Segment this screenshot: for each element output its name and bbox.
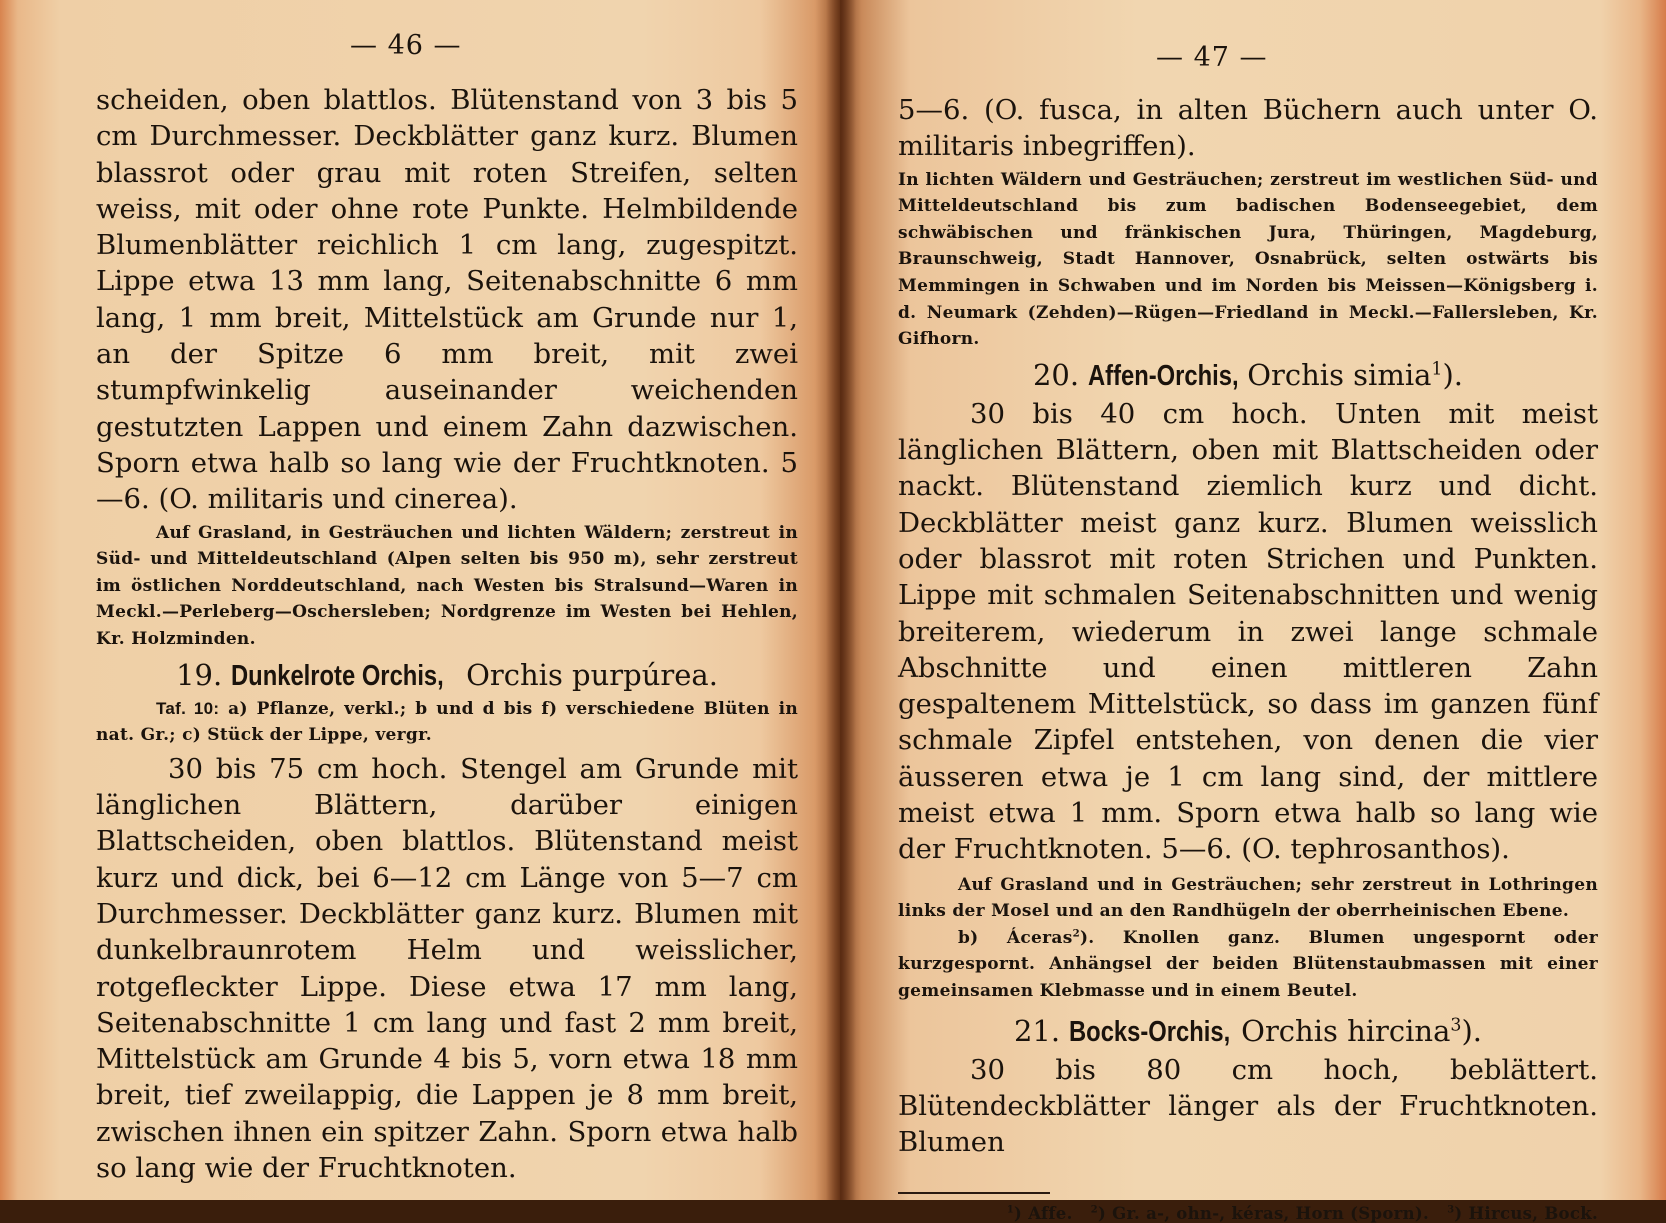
plate-text: a) Pflanze, verkl.; b und d bis f) verschiedene Blüten in nat. Gr.; c) Stück der Lippe, vergr.: [96, 698, 799, 746]
right-page: [840, 0, 1666, 1223]
footnote-text: ) Hircus, Bock.: [1454, 1204, 1598, 1223]
footnote-text: ) Gr. a-, ohn-, kéras, Horn (Sporn).: [1097, 1204, 1430, 1223]
species-common-name: Dunkelrote Orchis,: [231, 659, 445, 692]
habitat-note: In lichten Wäldern und Gesträuchen; zerstreut im westlichen Süd- und Mitteldeutschland bis zum badischen Bodenseegebiet, dem schwäbischen und fränkischen Jura, Thüringen, Magdeburg, Braunschweig, Stadt Hannover, Osnabrück, selten ostwärts bis Memmingen in Schwaben und im Norden bis Meissen—Königsberg i. d. Neumark (Zehden)—Rügen—Friedland in Meckl.—Fallersleben, Kr. Gifhorn.: [898, 169, 1598, 350]
paragraph: 30 bis 75 cm hoch. Stengel am Grunde mit länglichen Blättern, darüber einigen Blattscheiden, oben blattlos. Blütenstand meist kurz und dick, bei 6—12 cm Länge von 5—7 cm Durchmesser. Deckblätter ganz kurz. Blumen mit dunkelbraunrotem Helm und weisslicher, rotgefleckter Lippe. Diese etwa 17 mm lang, Seitenabschnitte 1 cm lang und fast 2 mm breit, Mittelstück am Grunde 4 bis 5, vorn etwa 18 mm breit, tief zweilappig, die Lappen je 8 mm breit, zwischen ihnen ein spitzer Zahn. Sporn etwa halb so lang wie der Fruchtknoten.: [96, 752, 798, 1184]
book-gutter: [826, 0, 856, 1200]
paragraph: scheiden, oben blattlos. Blütenstand von 3 bis 5 cm Durchmesser. Deckblätter ganz kurz. Blumen blassrot oder grau mit roten Streifen, selten weiss, mit oder ohne rote Punkte. Helmbildende Blumenblätter reichlich 1 cm lang, zugespitzt. Lippe etwa 13 mm lang, Seitenabschnitte 6 mm lang, 1 mm breit, Mittelstück am Grunde nur 1, an der Spitze 6 mm breit, mit zwei stumpfwinkelig auseinander weichenden gestutzten Lappen und einem Zahn dazwischen. Sporn etwa halb so lang wie der Fruchtknoten. 5—6. (O. militaris und cinerea).: [96, 84, 798, 516]
species-latin-name: Orchis purpúrea.: [466, 657, 718, 692]
paragraph: 30 bis 40 cm hoch. Unten mit meist länglichen Blättern, oben mit Blattscheiden oder nackt. Blütenstand ziemlich kurz und dicht. Deckblätter meist ganz kurz. Blumen weisslich oder blassrot mit roten Strichen und Punkten. Lippe mit schmalen Seitenabschnitten und wenig breiterem, wiederum in zwei lange schmale Abschnitte und einen mittleren Zahn gespaltenem Mittelstück, so dass im ganzen fünf schmale Zipfel entstehen, von denen die vier äusseren etwa je 1 cm lang sind, der mittlere meist etwa 1 mm. Sporn etwa halb so lang wie der Fruchtknoten. 5—6. (O. tephrosanthos).: [898, 397, 1598, 866]
heading-end: ).: [1461, 1013, 1483, 1048]
right-page-body: [898, 92, 1598, 1223]
footnote-marker: 2: [1090, 1204, 1098, 1216]
species-common-name: Affen-Orchis,: [1088, 359, 1239, 392]
page-number: — 47 —: [1156, 42, 1268, 73]
species-latin-name: Orchis simia: [1247, 357, 1432, 392]
footnotes: [898, 1204, 1598, 1223]
footnote-text: ) Affe.: [1014, 1204, 1073, 1223]
footnote-rule: [898, 1192, 1050, 1194]
paragraph: 30 bis 80 cm hoch, beblättert. Blütendeckblätter länger als der Fruchtknoten. Blumen: [898, 1053, 1598, 1159]
section-b: [898, 925, 1598, 1005]
species-heading-19: [96, 655, 798, 696]
footnote-marker: 2: [1072, 927, 1080, 940]
left-page-body: [96, 82, 798, 1186]
species-heading-21: [898, 1011, 1598, 1052]
footnote-marker: 3: [1447, 1204, 1455, 1216]
page-number: — 46 —: [350, 30, 462, 61]
plate-reference: [96, 696, 798, 749]
footnote-marker: 1: [1006, 1204, 1015, 1216]
species-number: 21.: [1013, 1013, 1061, 1048]
habitat-note: Auf Grasland, in Gesträuchen und lichten Wäldern; zerstreut in Süd- und Mitteldeutschland (Alpen selten bis 950 m), sehr zerstreut im östlichen Norddeutschland, nach Westen bis Stralsund—Waren in Meckl.—Perleberg—Oschersleben; Nordgrenze im Westen bei Hehlen, Kr. Holzminden.: [96, 522, 798, 649]
left-page: [0, 0, 840, 1200]
species-number: 19.: [176, 657, 223, 692]
species-number: 20.: [1032, 357, 1080, 392]
plate-label: Taf. 10:: [156, 698, 220, 718]
footnote-marker: 1: [1431, 359, 1443, 380]
paragraph: 5—6. (O. fusca, in alten Büchern auch unter O. militaris inbegriffen).: [898, 94, 1598, 163]
section-b-label: b) Áceras: [958, 927, 1073, 948]
footnote-marker: 3: [1450, 1014, 1462, 1035]
heading-end: ).: [1442, 357, 1464, 392]
species-heading-20: [898, 355, 1598, 396]
section-b-text: ). Knollen ganz. Blumen ungespornt oder kurzgespornt. Anhängsel der beiden Blütenstaubmassen mit einer gemeinsamen Klebmasse und in einem Beutel.: [898, 927, 1598, 1001]
habitat-note: Auf Grasland und in Gesträuchen; sehr zerstreut in Lothringen links der Mosel und an den Randhügeln der oberrheinischen Ebene.: [898, 874, 1598, 922]
species-latin-name: Orchis hircina: [1241, 1013, 1451, 1048]
species-common-name: Bocks-Orchis,: [1069, 1015, 1231, 1048]
